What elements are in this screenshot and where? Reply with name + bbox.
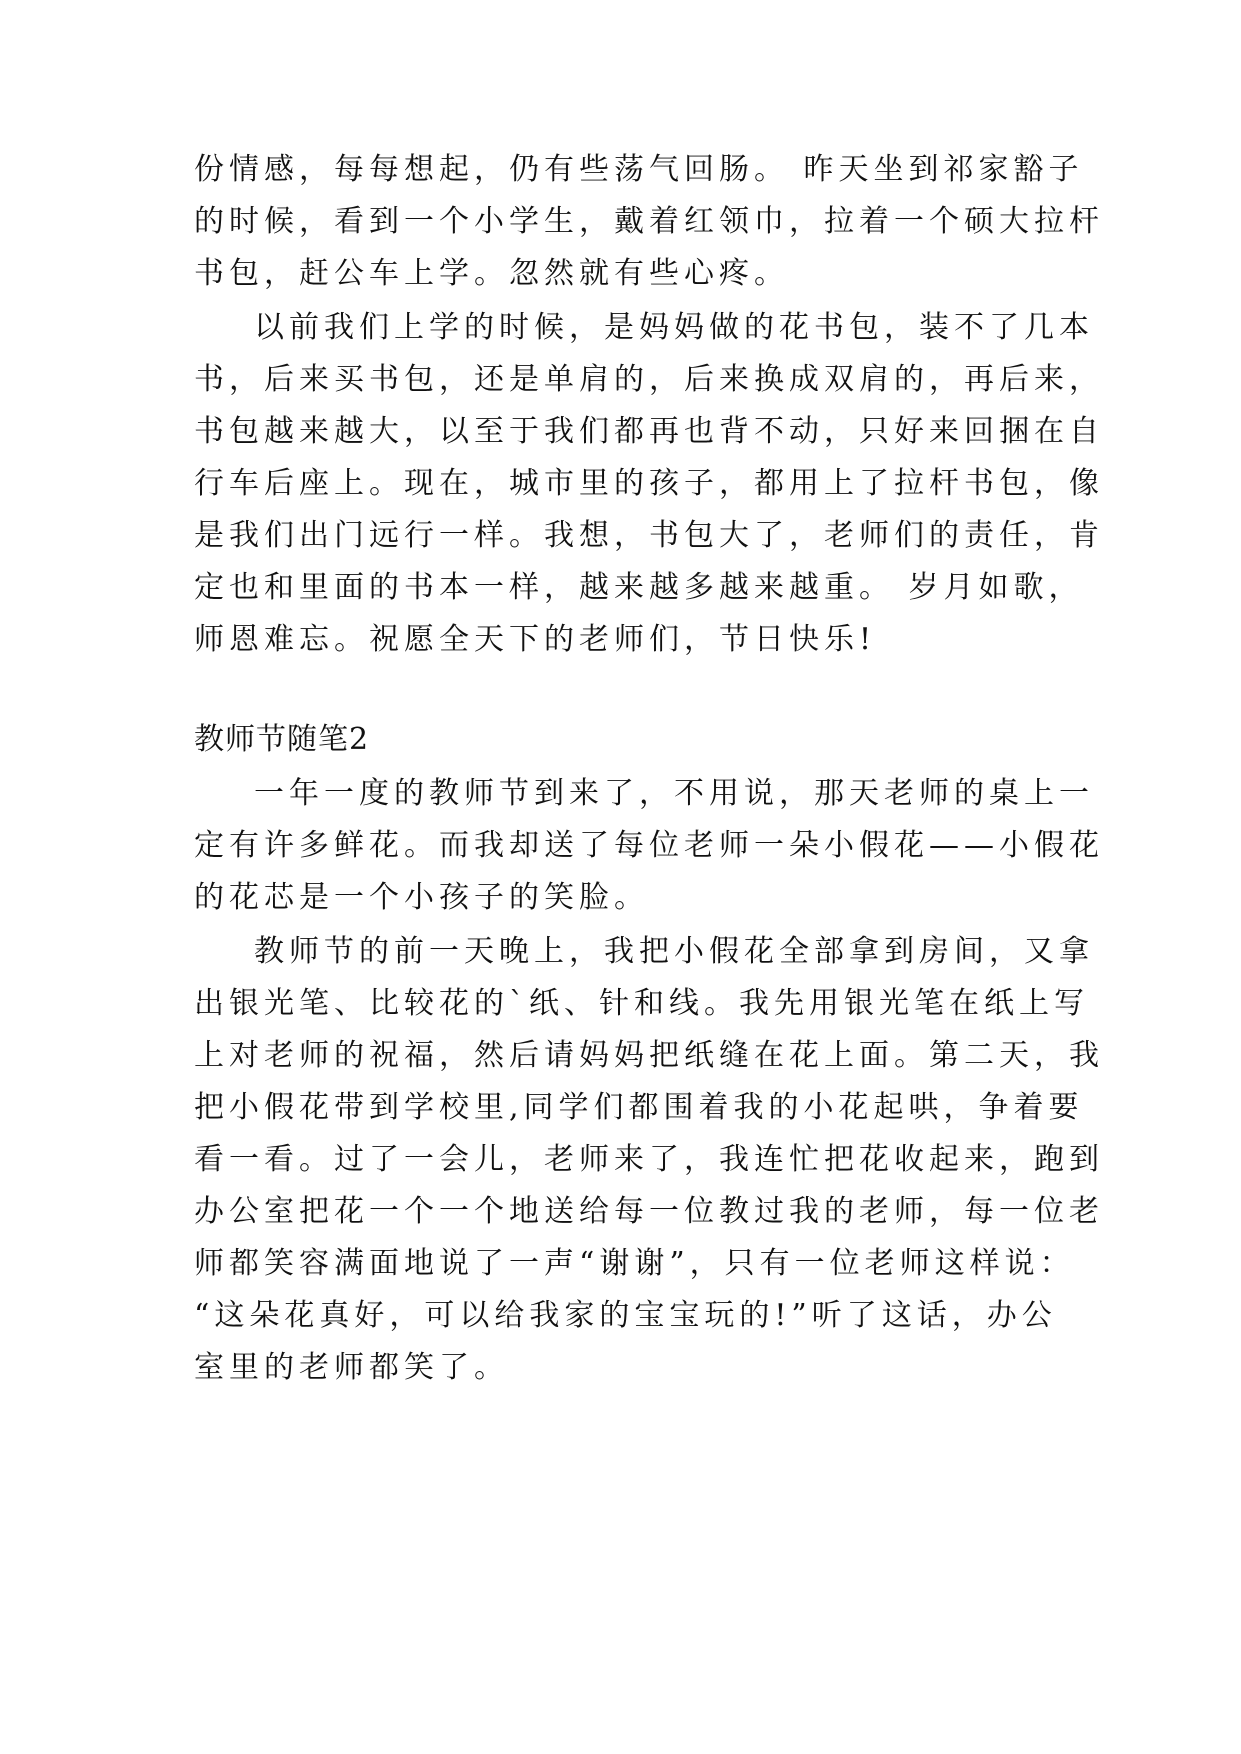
paragraph-line: 的时候，看到一个小学生，戴着红领巾，拉着一个硕大拉杆 (194, 204, 1104, 239)
paragraph-line: 书包越来越大，以至于我们都再也背不动，只好来回捆在自 (194, 414, 1104, 449)
paragraph-line: 教师节的前一天晚上，我把小假花全部拿到房间，又拿 (254, 934, 1094, 969)
paragraph-line: 把小假花带到学校里,同学们都围着我的小花起哄，争着要 (194, 1090, 1084, 1125)
paragraph-line: “这朵花真好，可以给我家的宝宝玩的!”听了这话，办公 (194, 1298, 1057, 1333)
paragraph-line: 行车后座上。现在，城市里的孩子，都用上了拉杆书包，像 (194, 466, 1104, 501)
paragraph-line: 书，后来买书包，还是单肩的，后来换成双肩的，再后来， (194, 362, 1104, 397)
paragraph-line: 出银光笔、比较花的`纸、针和线。我先用银光笔在纸上写 (194, 986, 1089, 1021)
paragraph-line: 室里的老师都笑了。 (194, 1350, 509, 1385)
paragraph-line: 书包，赶公车上学。忽然就有些心疼。 (194, 256, 789, 291)
paragraph-line: 以前我们上学的时候，是妈妈做的花书包，装不了几本 (254, 310, 1094, 345)
paragraph-line: 上对老师的祝福，然后请妈妈把纸缝在花上面。第二天，我 (194, 1038, 1104, 1073)
paragraph-line: 是我们出门远行一样。我想，书包大了，老师们的责任，肯 (194, 518, 1104, 553)
paragraph-line: 师恩难忘。祝愿全天下的老师们，节日快乐! (194, 622, 877, 657)
paragraph-line: 办公室把花一个一个地送给每一位教过我的老师，每一位老 (194, 1194, 1104, 1229)
section-heading: 教师节随笔2 (194, 722, 370, 757)
paragraph-line: 定有许多鲜花。而我却送了每位老师一朵小假花——小假花 (194, 828, 1104, 863)
paragraph-line: 看一看。过了一会儿，老师来了，我连忙把花收起来，跑到 (194, 1142, 1104, 1177)
paragraph-line: 定也和里面的书本一样，越来越多越来越重。 岁月如歌， (194, 570, 1084, 605)
paragraph-line: 一年一度的教师节到来了，不用说，那天老师的桌上一 (254, 776, 1094, 811)
paragraph-line: 份情感，每每想起，仍有些荡气回肠。 昨天坐到祁家豁子 (194, 152, 1084, 187)
paragraph-line: 的花芯是一个小孩子的笑脸。 (194, 880, 649, 915)
paragraph-line: 师都笑容满面地说了一声“谢谢”，只有一位老师这样说： (194, 1246, 1075, 1281)
